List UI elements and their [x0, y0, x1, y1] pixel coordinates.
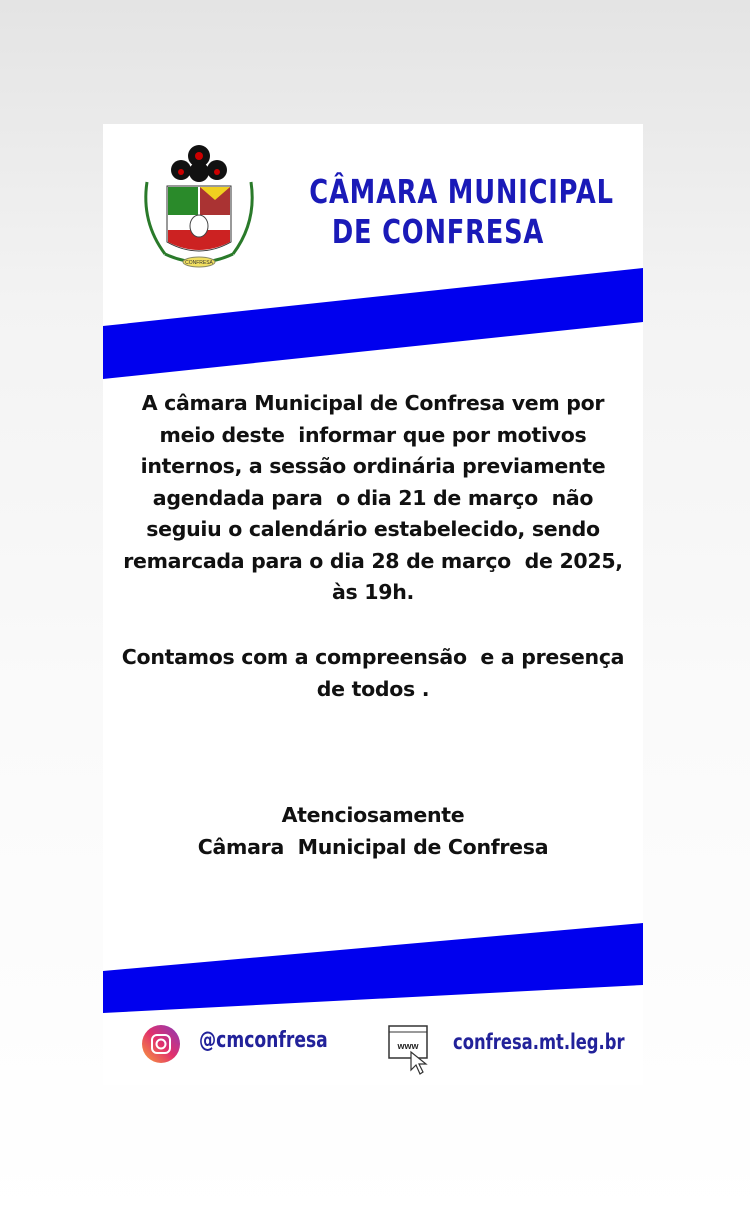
top-blue-band: [103, 264, 643, 384]
signature-line: Atenciosamente: [281, 803, 465, 827]
message-line: A câmara Municipal de Confresa vem por: [141, 391, 605, 415]
instagram-handle[interactable]: @cmconfresa: [199, 1028, 328, 1053]
website-link[interactable]: confresa.mt.leg.br: [453, 1030, 625, 1054]
message-line: seguiu o calendário estabelecido, sendo: [146, 517, 600, 541]
closing-line: Contamos com a compreensão e a presença: [121, 645, 625, 669]
signature: [103, 800, 643, 863]
closing-text: [103, 642, 643, 705]
message-line: remarcada para o dia 28 de março de 2025,: [123, 548, 623, 573]
message-line: meio deste informar que por motivos: [159, 422, 587, 447]
title-line-2: DE CONFRESA: [331, 212, 545, 251]
closing-line: de todos .: [316, 676, 430, 701]
message-line: às 19h.: [332, 580, 414, 604]
www-label: www: [397, 1041, 419, 1051]
page-title: [309, 172, 614, 252]
signature-line: Câmara Municipal de Confresa: [197, 834, 549, 859]
message-line: internos, a sessão ordinária previamente: [140, 454, 606, 478]
municipal-crest-logo: [137, 142, 261, 270]
message-line: agendada para o dia 21 de março não: [152, 485, 594, 510]
instagram-icon[interactable]: [141, 1024, 181, 1064]
website-icon[interactable]: [387, 1024, 435, 1076]
bottom-blue-band: [103, 919, 643, 1019]
announcement-card: [103, 124, 643, 1085]
title-line-1: CÂMARA MUNICIPAL: [309, 172, 614, 211]
message-body: [103, 388, 643, 609]
crest-label: CONFRESA: [185, 260, 213, 266]
